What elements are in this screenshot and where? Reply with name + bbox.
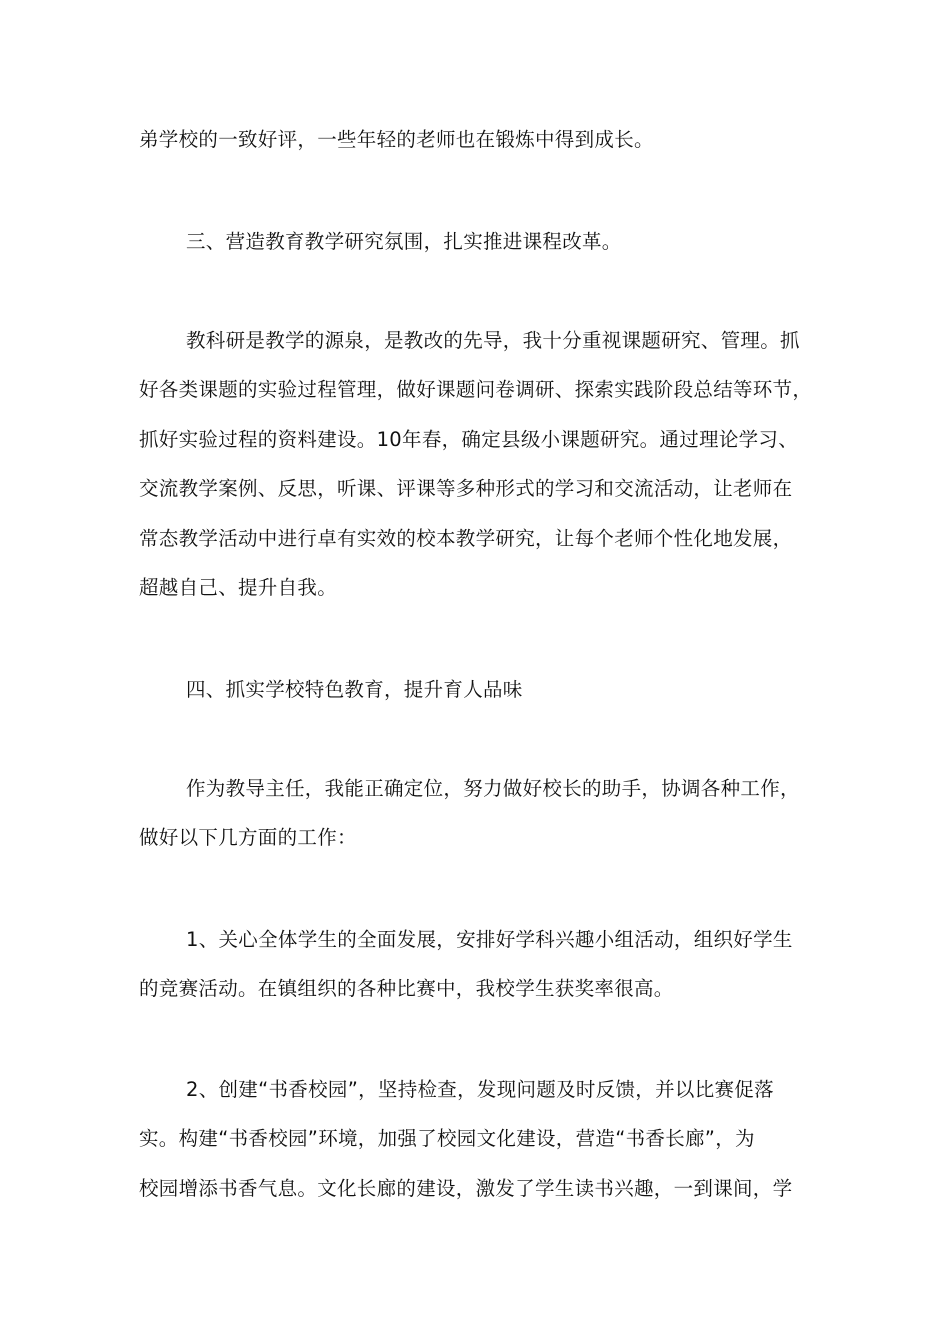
paragraph-line: 弟学校的一致好评，一些年轻的老师也在锻炼中得到成长。 (139, 128, 654, 151)
paragraph-line: 教科研是教学的源泉，是教改的先导，我十分重视课题研究、管理。抓 (186, 329, 800, 352)
paragraph-line: 校园增添书香气息。文化长廊的建设，激发了学生读书兴趣，一到课间，学 (139, 1177, 793, 1200)
section-heading: 三、营造教育教学研究氛围，扎实推进课程改革。 (186, 230, 622, 253)
paragraph-line: 超越自己、提升自我。 (139, 576, 338, 599)
paragraph-line: 做好以下几方面的工作： (139, 826, 357, 849)
paragraph-line: 2、创建“书香校园”，坚持检查，发现问题及时反馈，并以比赛促落 (186, 1078, 774, 1101)
paragraph-line: 常态教学活动中进行卓有实效的校本教学研究，让每个老师个性化地发展， (139, 527, 793, 550)
paragraph-line: 抓好实验过程的资料建设。10年春，确定县级小课题研究。通过理论学习、 (139, 428, 799, 451)
paragraph-line: 好各类课题的实验过程管理，做好课题问卷调研、探索实践阶段总结等环节， (139, 378, 813, 401)
paragraph-line: 实。构建“书香校园”环境，加强了校园文化建设，营造“书香长廊”，为 (139, 1127, 755, 1150)
paragraph-line: 1、关心全体学生的全面发展，安排好学科兴趣小组活动，组织好学生 (186, 928, 793, 951)
section-heading: 四、抓实学校特色教育，提升育人品味 (186, 678, 523, 701)
paragraph-line: 的竞赛活动。在镇组织的各种比赛中，我校学生获奖率很高。 (139, 977, 674, 1000)
paragraph-line: 作为教导主任，我能正确定位，努力做好校长的助手，协调各种工作， (186, 777, 800, 800)
paragraph-line: 交流教学案例、反思，听课、评课等多种形式的学习和交流活动，让老师在 (139, 477, 793, 500)
